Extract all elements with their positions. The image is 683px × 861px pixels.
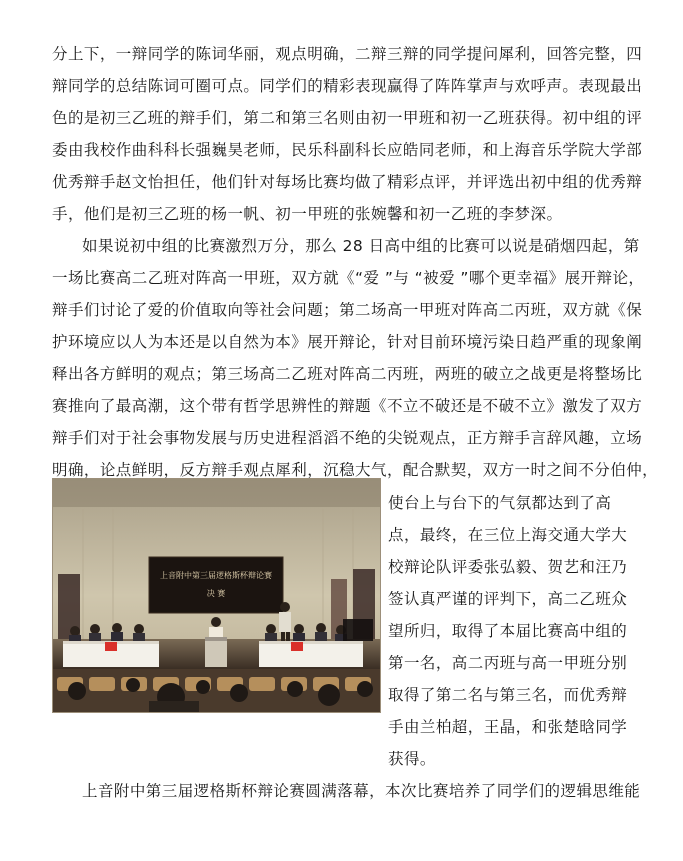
text-line: 如果说初中组的比赛激烈万分，那么 28 日高中组的比赛可以说是硝烟四起，第 — [82, 237, 640, 255]
text-line: 辩手们对于社会事物发展与历史进程滔滔不绝的尖锐观点，正方辩手言辞风趣，立场 — [52, 429, 643, 447]
text-line: 获得。 — [388, 750, 436, 768]
text-line: 优秀辩手赵文怡担任，他们针对每场比赛均做了精彩点评，并评选出初中组的优秀辩 — [52, 173, 643, 191]
team-sign — [105, 642, 117, 651]
text-line: 使台上与台下的气氛都达到了高 — [388, 494, 612, 512]
text-line: 明确，论点鲜明，反方辩手观点犀利，沉稳大气，配合默契，双方一时之间不分伯仲， — [52, 461, 659, 479]
text-line: 辩手们讨论了爱的价值取向等社会问题；第二场高一甲班对阵高二丙班，双方就《保 — [52, 301, 643, 319]
text-line: 签认真严谨的评判下，高二乙班众 — [388, 590, 628, 608]
text-line: 一场比赛高二乙班对阵高一甲班，双方就《“爱 ”与 “被爱 ”哪个更幸福》展开辩论， — [52, 269, 645, 287]
banner-title: 上音附中第三届逻格斯杯辩论赛 — [160, 571, 272, 580]
text-line: 护环境应以人为本还是以自然为本》展开辩论，针对目前环境污染日趋严重的现象阐 — [52, 333, 643, 351]
banner-subtitle: 决 赛 — [206, 589, 226, 598]
team-sign — [291, 642, 303, 651]
text-line: 望所归，取得了本届比赛高中组的 — [388, 622, 628, 640]
text-line: 赛推向了最高潮，这个带有哲学思辨性的辩题《不立不破还是不破不立》激发了双方 — [52, 397, 643, 415]
text-line: 色的是初三乙班的辩手们，第二和第三名则由初一甲班和初一乙班获得。初中组的评 — [52, 109, 643, 127]
text-line: 辩同学的总结陈词可圈可点。同学们的精彩表现赢得了阵阵掌声与欢呼声。表现最出 — [52, 77, 643, 95]
text-line: 分上下，一辩同学的陈词华丽，观点明确，二辩三辩的同学提问犀利，回答完整，四 — [52, 45, 643, 63]
text-line: 上音附中第三届逻格斯杯辩论赛圆满落幕，本次比赛培养了同学们的逻辑思维能 — [82, 782, 641, 800]
stage-banner — [149, 557, 283, 613]
text-line: 释出各方鲜明的观点；第三场高二乙班对阵高二丙班，两班的破立之战更是将整场比 — [52, 365, 643, 383]
text-line: 取得了第二名与第三名，而优秀辩 — [388, 686, 628, 704]
text-line: 手，他们是初三乙班的杨一帆、初一甲班的张婉馨和初一乙班的李梦深。 — [52, 205, 563, 223]
debate-photo — [52, 478, 381, 713]
text-line: 第一名，高二丙班与高一甲班分别 — [388, 654, 628, 672]
text-line: 校辩论队评委张弘毅、贺艺和汪乃 — [388, 558, 628, 576]
text-line: 手由兰柏超，王晶，和张楚晗同学 — [388, 718, 628, 736]
text-line: 委由我校作曲科科长强巍昊老师，民乐科副科长应皓同老师，和上海音乐学院大学部 — [52, 141, 643, 159]
text-line: 点，最终，在三位上海交通大学大 — [388, 526, 628, 544]
audience — [53, 669, 380, 712]
